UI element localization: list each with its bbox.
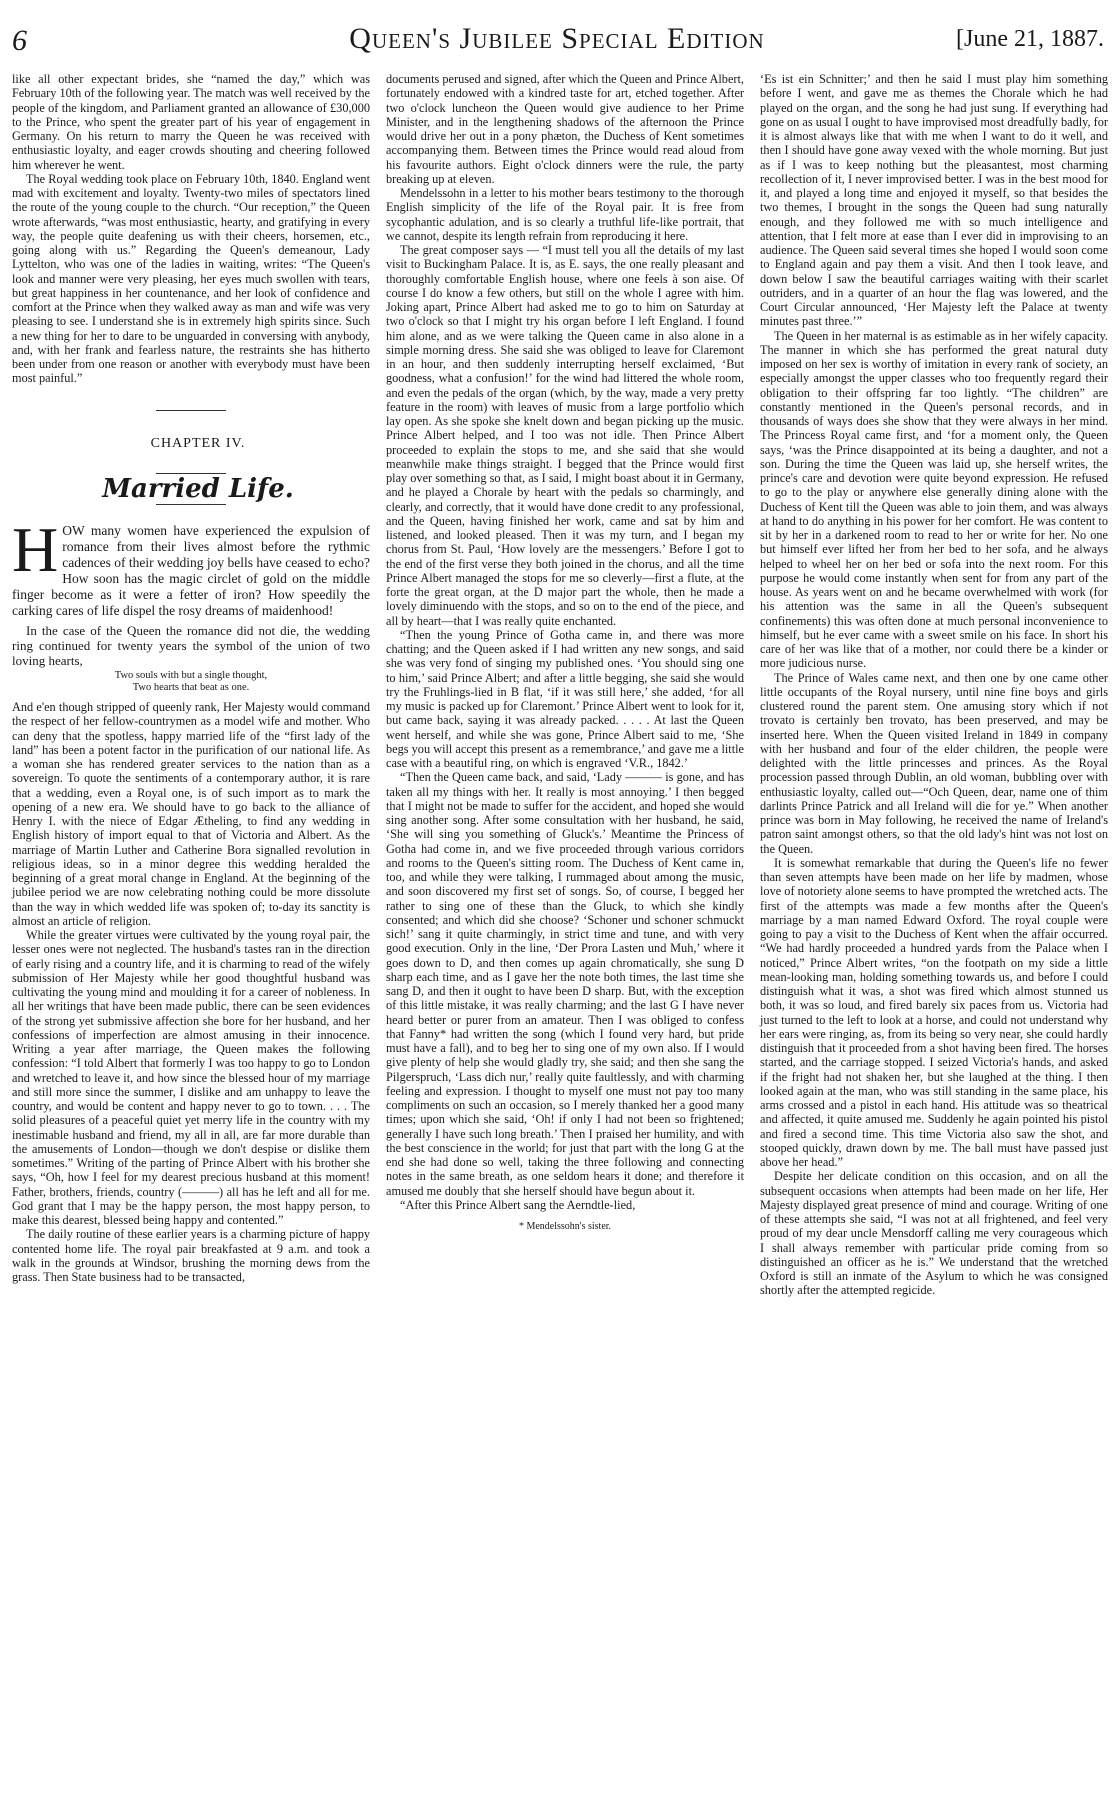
page-title: Queen's Jubilee Special Edition (349, 22, 765, 55)
column-3 (760, 72, 1108, 1298)
page-header (0, 18, 1114, 58)
drop-cap: H (12, 514, 59, 585)
paragraph-routine: The daily routine of these earlier years is a charming picture of happy contented home life. The royal pair breakfasted at 9 a.m. and took a walk in the grounds at Windsor, brushing the morning dews from the grass. Then State business had to be transacted, (12, 1227, 370, 1284)
intro-text: OW many women have experienced the expulsion of romance from their lives almost before the rythmic cadences of their wedding joy bells have ceased to echo? How soon has the magic circlet of gold on the middle finger become as it were a fetter of iron? How speedily the carking cares of life dispel the rosy dreams of maidenhood! (12, 523, 370, 618)
paragraph-intro (12, 514, 370, 619)
paragraph-romance: In the case of the Queen the romance did not die, the wedding ring continued for twenty years the symbol of the union of two loving hearts, (12, 623, 370, 668)
paragraph-attempts: It is somewhat remarkable that during the Queen's life no fewer than seven attempts have been made on her life by madmen, whose love of notoriety alone seems to have prompted the wretched acts. The first of the attempts was made a few months after the Queen's marriage by a man named Edward Oxford. The royal couple were going to pay a visit to the Duchess of Kent when the affair occurred. “We had hardly proceeded a hundred yards from the Palace when I noticed,” Prince Albert writes, “on the footpath on my side a little mean-looking man, holding something towards us, and before I could distinguish what it was, a shot was fired which almost stunned us both, it was so loud, and fired barely six paces from us. Victoria had just turned to the left to look at a horse, and could not understand why her ears were ringing, as, from its being so very near, she could hardly distinguish that it proceeded from a shot having been fired. The horses started, and the carriage stopped. I seized Victoria's hands, and asked if the fright had not shaken her, but she laughed at the thing. I then looked again at the man, who was still standing in the same place, his arms crossed and a pistol in each hand. His attitude was so theatrical and affected, it quite amused me. Suddenly he again pointed his pistol and fired a second time. This time Victoria also saw the shot, and stooped quickly, drawn down by me. The ball must have passed just above her head.” (760, 855, 1108, 1169)
paragraph-courage: Despite her delicate condition on this occasion, and on all the subsequent occasions when attempts had been made on her life, Her Majesty displayed great presence of mind and courage. Writing of one of these attempts she said, “I was not at all frightened, and feel very proud of my dear uncle Mensdorff calling me very courageous which I shall always remember with particular pride coming from so distinguished an officer as he is.” We understand that the wretched Oxford is still an inmate of the Asylum to which he was consigned shortly after the attempted regicide. (760, 1169, 1108, 1298)
paragraph-aerndtle-lied: “After this Prince Albert sang the Aerndtle-lied, (400, 1197, 636, 1212)
chapter-heading: CHAPTER IV. (150, 435, 246, 451)
poem-quote (12, 670, 370, 694)
paragraph-engagement: like all other expectant brides, she “named the day,” which was February 10th of the following year. The match was well received by the people of the kingdom, and Parliament granted an allowance of £30,000 to the Prince, who spent the greater part of his year of engagement in Germany. On his return to marry the Queen he was received with enthusiastic loyalty, and eager crowds shouting and cheering followed him wherever he went. (12, 72, 370, 172)
divider-rule (156, 410, 226, 411)
page-number: 6 (12, 24, 27, 57)
paragraph-daily-routine: documents perused and signed, after which the Queen and Prince Albert, fortunately endowed with a kindred taste for art, etched together. After two o'clock luncheon the Queen would give audience to her Prime Minister, and in the lengthening shadows of the afternoon the Prince would drive her out in a pony phæton, the Duchess of Kent sometimes accompanying them. Between times the Prince would read aloud from his favourite authors. Eight o'clock dinners were the rule, the party breaking up at eleven. (386, 72, 744, 186)
column-2 (386, 72, 744, 1234)
divider-rule (156, 504, 226, 505)
paragraph-virtues: While the greater virtues were cultivated by the young royal pair, the lesser ones were not neglected. The husband's tastes ran in the direction of early rising and a country life, and it is charming to read of the wifely submission of Her Majesty while her good thoughtful husband was cultivating the young mind and moulding it for a career of nobleness. In all her writings that have been made public, there can be seen evidences of the strong yet submissive affection she bore for her husband, and her confessions of imperfection are almost amusing in their innocence. Writing a year after marriage, the Queen makes the following confession: “I told Albert that formerly I was too happy to go to London and wretched to leave it, and how since the blessed hour of my marriage and still more since the summer, I dislike and am unhappy to leave the country, and would be content and happy never to go to town. . . . The solid pleasures of a peaceful quiet yet merry life in the country with my inestimable husband and friend, my all in all, are far more durable than the amusements of London—though we don't despise or dislike them sometimes.” Writing of the parting of Prince Albert with his brother she says, “Oh, how I feel for my dearest precious husband at this moment! Father, brothers, friends, country (———) all has he left and all for me. God grant that I may be the happy person, the most happy person, to make this dearest, blessed being happy and contented.” (12, 928, 370, 1227)
column-1 (12, 72, 370, 1284)
footnote: * Mendelssohn's sister. (518, 1221, 612, 1232)
paragraph-maternal: The Queen in her maternal is as estimable as in her wifely capacity. The manner in which she has performed the great natural duty imposed on her sex is worthy of imitation in every rank of society, an especially amongst the upper classes who too frequently regard their obligation to their offspring far too lightly. “The children” are constantly mentioned in the Queen's personal records, and in thousands of ways does she show that they were always in her mind. The Princess Royal came first, and ‘for a moment only, the Queen says, ‘was the Prince disappointed at its being a daughter, and not a son. During the time the Queen was laid up, she herself writes, the prince's care and devotion were quite beyond expression. He refused to go to the play or anywhere else generally dining alone with the Duchess of Kent till the Queen was able to join them, and was always at hand to do anything in his power for her comfort. He was content to sit by her in a darkened room to read to her or write for her. No one but himself ever lifted her from her bed to her sofa, and he always helped to wheel her on her bed or sofa into the next room. For this purpose he would come instantly when sent for from any part of the house. As years went on and he became overwhelmed with work (for his attention was the same in all the Queen's subsequent confinements) this was often done at much personal inconvenience to himself, but he ever came with a sweet smile on his face. In short his care of her was like that of a mother, nor could there be a kinder or more judicious nurse. (760, 328, 1108, 671)
paragraph-prince-of-wales: The Prince of Wales came next, and then one by one came other little occupants of the Royal nursery, until nine fine boys and girls clustered round the parent stem. One amusing story which if not trovato is certainly ben trovato, has been preserved, and may be inserted here. When the Queen visited Ireland in 1849 in company with her husband and four of the elder children, the people were delighted with the little princesses and princes. As the Royal procession passed through Dublin, an old woman, bubbling over with enthusiastic loyalty, called out—“Och Queen, dear, name one of thim darlints Prince Patrick and all Ireland will die for ye.” When another prince was born in May following, he received the name of Ireland's patron saint amongst others, so that the old lady's hint was not lost on the Queen. (760, 670, 1108, 856)
paragraph-model-wife: And e'en though stripped of queenly rank, Her Majesty would command the respect of her fellow-countrymen as a model wife and mother. Who can deny that the spotless, happy married life of the “first lady of the land” has been a potent factor in the purification of our national life. As a woman she has rendered greater services to the nation than as a sovereign. To quote the sentiments of a contemporary author, it is rare that a wedding, even a Royal one, is of such import as to mark the opening of a new era. We should have to go back to the alliance of Henry I. with the niece of Edgar Ætheling, to find any wedding in English history of import equal to that of Victoria and Albert. As the marriage of Martin Luther and Catherine Bora signalled revolution in religious ideas, so in a minor degree this wedding heralded the beginning of a great moral change in England. At the beginning of the jubilee period we are now celebrating nothing could be more dissolute than the way in which wedded life was spoken of; to-day its sanctity is almost an article of religion. (12, 700, 370, 928)
section-title: Married Life. (102, 473, 294, 504)
paragraph-queen-sings: “Then the Queen came back, and said, ‘Lady ——— is gone, and has taken all my things with her. It really is most annoying.’ I then begged that I might not be made to suffer for the accident, and hoped she would sing another song. After some consultation with her husband, he said, ‘She will sing you something of Gluck's.’ Meantime the Princess of Gotha had come in, and we five proceeded through various corridors and rooms to the Queen's sitting room. The Duchess of Kent came in, too, and while they were talking, I rummaged about among the music, and soon discovered my first set of songs. So, of course, I begged her rather to sing one of these than the Gluck, to which she kindly consented; and which did she choose? ‘Schoner und schoner schmuckt sich!’ sang it quite charmingly, in strict time and tune, and with very good execution. Only in the line, ‘Der Prora Lasten und Muh,’ where it goes down to D, and then comes up again chromatically, she sung D sharp each time, and as I gave her the note both times, the last time she sang D, and then it ought to have been D sharp. But, with the exception of this little mistake, it was really charming; and the last G I have never heard better or purer from an amateur. Then I was obliged to confess that Fanny* had written the song (which I found very hard, but pride must have a fall), and to beg her to sing one of my own also. If I would give plenty of help she would gladly try, she said; and then she sang the Pilgerspruch, ‘Lass dich nur,’ really quite faultlessly, and with charming feeling and expression. I thought to myself one must not pay too many compliments on such an occasion, so I merely thanked her a good many times; upon which she said, ‘Oh! if only I had not been so frightened; generally I have such long breath.’ Then I praised her humility, and with the best conscience in the world; for just that part with the long G at the end she had done so well, taking the three following and connecting notes in the same breath, as one seldom hears it done; and therefore it amused me doubly that she herself should have begun about it. (386, 770, 744, 1198)
paragraph-composer-letter: The great composer says — “I must tell you all the details of my last visit to Buckingham Palace. It is, as E. says, the one really pleasant and thoroughly comfortable English house, where one feels à son aise. Of course I do know a few others, but still on the whole I agree with him. Joking apart, Prince Albert had asked me to go to him on Saturday at two o'clock so that I might try his organ before I left England. I found him alone, and as we were talking the Queen came in also alone in a simple morning dress. She said she was obliged to leave for Claremont in an hour, and then suddenly interrupting herself exclaimed, ‘But goodness, what a confusion!’ for the wind had littered the whole room, and even the pedals of the organ (which, by the way, made a very pretty feature in the room) with leaves of music from a large portfolio which lay open. As she spoke she knelt down and began picking up the music. Prince Albert helped, and I too was not idle. Then Prince Albert proceeded to explain the stops to me, and she said that she would meanwhile make things straight. I begged that the Prince would first play over something so that, as I said, I might boast about it in Germany, and he played a Chorale by heart with the pedals so charmingly, and clearly, and correctly, that it would have done credit to any professional, and the Queen, having finished her work, came and sat by him and listened, and looked pleased. Then it was my turn, and I began my chorus from St. Paul, ‘How lovely are the messengers.’ Before I got to the end of the first verse they both joined in the chorus, and all the time Prince Albert managed the stops for me so cleverly—first a flute, at the forte the great organ, at the D major part the whole, then he made a lovely diminuendo with the stops, and so on to the end of the piece, and all by heart—that I was really quite enchanted. (386, 243, 744, 628)
poem-line: Two hearts that beat as one. (132, 682, 250, 693)
poem-line: Two souls with but a single thought, (114, 670, 268, 681)
paragraph-mendelssohn: Mendelssohn in a letter to his mother bears testimony to the thorough English simplicity of the life of the Royal pair. It is free from sycophantic adulation, and is so clearly a truthful life-like portrait, that we cannot, despite its length refrain from reproducing it here. (386, 186, 744, 243)
paragraph-prince-gotha: “Then the young Prince of Gotha came in, and there was more chatting; and the Queen asked if I had written any new songs, and said she was very fond of singing my published ones. ‘You should sing one to him,’ said Prince Albert; and after a little begging, she said she would try the Fruhlings-lied in B flat, ‘if it was still here,’ she added, ‘for all my music is packed up for Claremont.’ Prince Albert went to look for it, but came back, saying it was already packed. . . . . At last the Queen went herself, and while she was gone, Prince Albert said to me, ‘She begs you will accept this present as a remembrance,’ and gave me a little case with a beautiful ring, on which is engraved ‘V.R., 1842.’ (386, 627, 744, 770)
paragraph-improvisation: ‘Es ist ein Schnitter;’ and then he said I must play him something before I went, and gave me as themes the Chorale which he had played on the organ, and the song he had just sung. If everything had gone on as usual I ought to have improvised most dreadfully badly, for it is almost always like that with me when I want to do it well, and then I should have gone away vexed with the whole morning. But just as if I was to keep nothing but the pleasantest, most charming recollection of it, I never improvised better. I was in the best mood for it, and played a long time and enjoyed it myself, so that besides the two themes, I brought in the songs the Queen had sung naturally enough, and they followed me with so much intelligence and attention, that I felt more at ease than I ever did in improvising to an audience. The Queen said several times she hoped I would soon come to England again and pay them a visit. And then I took leave, and down below I saw the beautiful carriages waiting with their scarlet outriders, and in a quarter of an hour the flag was lowered, and the Court Circular announced, ‘Her Majesty left the Palace at twenty minutes past three.’” (760, 72, 1108, 329)
issue-date: [June 21, 1887. (956, 26, 1104, 52)
paragraph-wedding: The Royal wedding took place on February 10th, 1840. England went mad with excitement and loyalty. Twenty-two miles of spectators lined the route of the young couple to the church. “Our reception,” the Queen wrote afterwards, “was most enthusiastic, hearty, and gratifying in every way, the people quite deafening us with their cheers, horsemen, etc., going along with us.” Regarding the Queen's demeanour, Lady Lyttelton, who was one of the ladies in waiting, writes: “The Queen's look and manner were very pleasing, her eyes much swollen with tears, but great happiness in her countenance, and her look of confidence and comfort at the Prince when they walked away as man and wife was very pleasing to see. I understand she is in extremely high spirits since. Such a new thing for her to dare to be unguarded in conversing with anybody, and, with her frank and fearless nature, the restraints she has hitherto been under from one reason or another with everybody must have been most painful.” (12, 171, 370, 386)
